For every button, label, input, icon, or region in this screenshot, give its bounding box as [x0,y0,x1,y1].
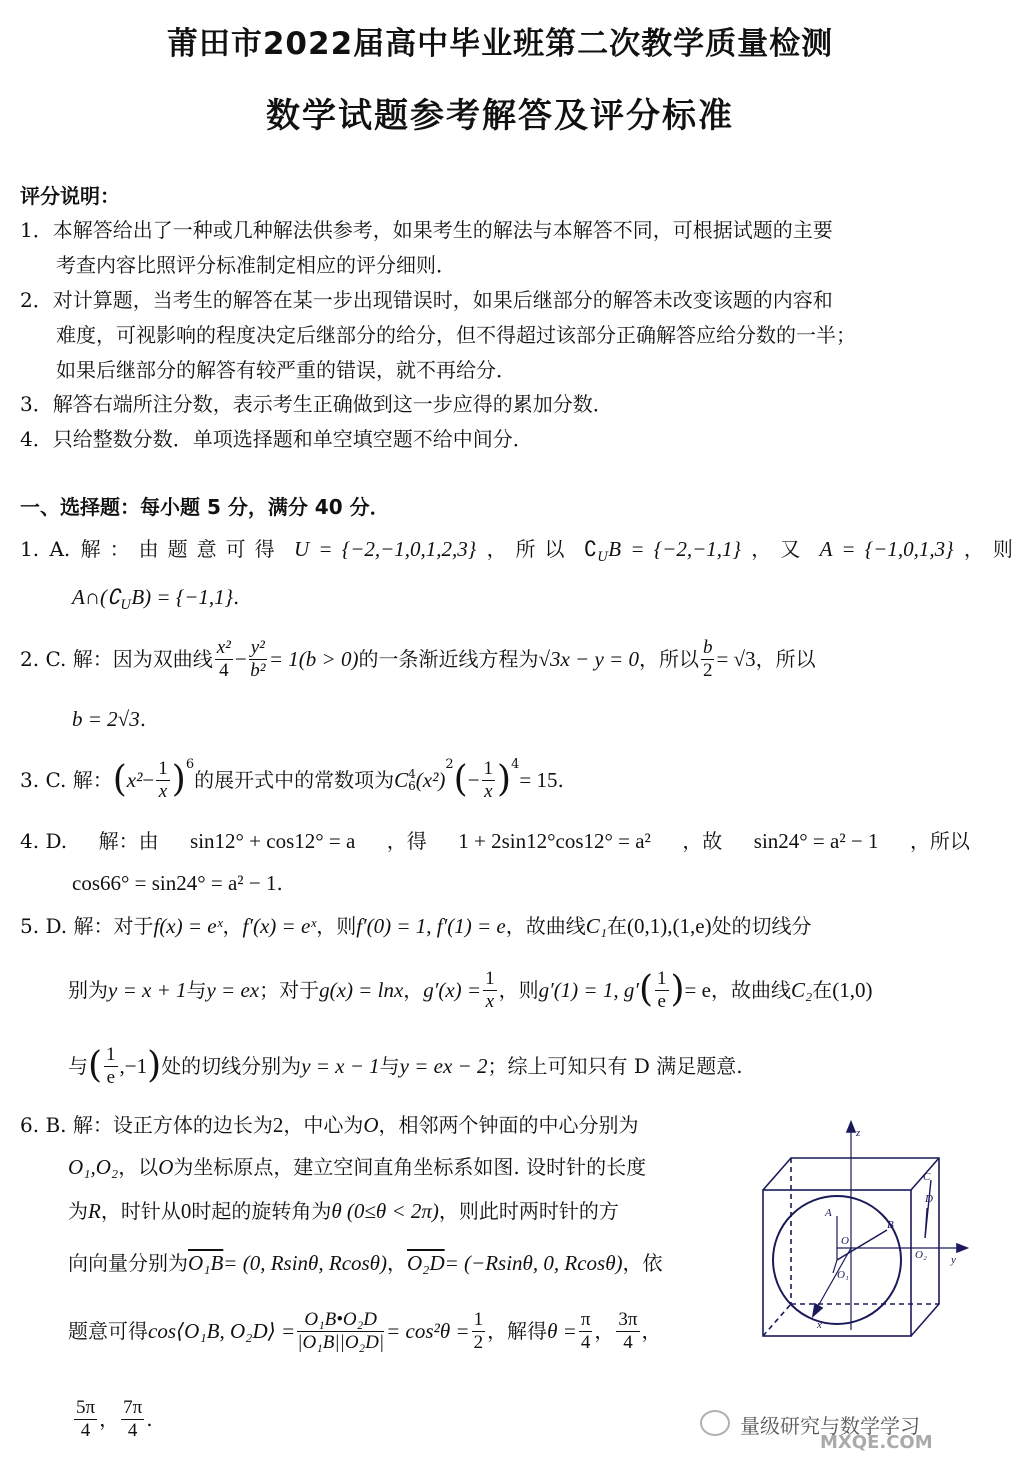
label-b: B [887,1219,894,1231]
watermark-site: MXQE.COM [820,1432,933,1453]
q2-line-2: b = 2√3. [72,707,147,731]
notes-line-5: 如果后继部分的解答有较严重的错误，就不再给分． [56,358,516,382]
q1-line-2: $A\cap(∁_UB) = \{-1,1\}$. [72,585,240,613]
q6-line-5: 题意可得 cos⟨O₁B, O₂D⟩ = $\frac{\text{O₁B•O₂D}}{\text{|O₁B||O₂D|}}$ = cos²θ = $\frac{1}{2}$ ，解得 θ = $\frac{\pi}{4}$ ， $\frac{3\pi}{4}$ ， [68,1308,662,1353]
cube-hidden-edge [763,1304,791,1336]
y-axis-arrow [957,1244,967,1252]
x-axis-arrow [813,1304,822,1316]
notes-line-1: 1．本解答给出了一种或几种解法供参考，如果考生的解法与本解答不同，可根据试题的主要 [20,218,833,242]
q2-line-1: 2. C. 解：因为双曲线 $\frac{\text{x²}}{4}$ − $\frac{\text{y²}}{\text{b²}}$ = 1(b > 0) 的一条渐近线方程为 √3x − y = 0 ，所以 $\frac{b}{2}$ = √3 ，所以 [20,636,816,681]
q3-label: 3. C. [20,768,67,792]
label-z: z [856,1127,861,1139]
label-o2: O₂ [915,1249,927,1261]
notes-line-7: 4．只给整数分数．单项选择题和单空填空题不给中间分． [20,427,533,451]
label-a: A [825,1207,832,1219]
q5-line-3: 与 ( $\frac{1}{e}$ ,−1 ) 处的切线分别为 y = x − 1 与 y = ex − 2 ；综上可知只有 D 满足题意. [68,1043,743,1088]
q4-label: 4. D. [20,829,68,853]
label-o1: O₁ [837,1269,849,1281]
q6-line-3: 为R，时针从0时起的旋转角为θ (0≤θ < 2π)，则此时两时针的方 [68,1199,619,1223]
section-heading: 一、选择题：每小题 5 分，满分 40 分． [20,495,390,519]
label-y: y [951,1254,956,1266]
q1-label: 1. A. [20,537,71,561]
cube-front-face [763,1190,911,1336]
q3-line-1: 3. C. 解： ( x² − $\frac{1}{x}$ ) $^6$ 的展开式中的常数项为 C 4 6 (x²) $^2$ ( − $\frac{1}{x}$ ) $^4$ = 15 . [20,757,564,802]
notes-line-6: 3．解答右端所注分数，表示考生正确做到这一步应得的累加分数． [20,392,613,416]
z-axis-arrow [847,1122,855,1132]
q4-line-2: cos66° = sin24° = a² − 1. [72,871,283,895]
watermark-text: 量级研究与数学学习 [740,1414,920,1438]
q4-line-1: 4. D. 解：由 sin12° + cos12° = a ，得 1 + 2sin12°cos12° = a² ，故 sin24° = a² − 1 ，所以 [20,829,970,853]
cube-clock-figure [755,1118,985,1348]
watermark [700,1398,990,1454]
q6-line-2: O₁,O₂，以O为坐标原点，建立空间直角坐标系如图. 设时针的长度 [68,1155,647,1179]
document-title: 莆田市2022届高中毕业班第二次教学质量检测 [166,26,834,62]
notes-line-2: 考查内容比照评分标准制定相应的评分细则． [56,253,456,277]
q5-label: 5. D. [20,914,68,938]
notes-line-3: 2．对计算题，当考生的解答在某一步出现错误时，如果后继部分的解答未改变该题的内容和 [20,288,833,312]
q6-line-1: 6. B. 解：设正方体的边长为2，中心为O，相邻两个钟面的中心分别为 [20,1113,639,1137]
q1-line-1: 1. A. 解：由题意可得 U = {−2,−1,0,1,2,3} ，所以 $∁_UB = \{-2,-1,1\}$ ，又 A = {−1,0,1,3} ，则 [20,537,1022,565]
label-x: x [817,1319,822,1331]
q6-label: 6. B. [20,1113,67,1137]
q6-line-4: 向向量分别为O₁B= (0, Rsinθ, Rcosθ)，O₂D= (−Rsinθ, 0, Rcosθ)，依 [68,1251,663,1275]
wechat-icon [700,1410,730,1436]
label-c: C [923,1171,931,1183]
q2-label: 2. C. [20,647,67,671]
document-subtitle: 数学试题参考解答及评分标准 [266,96,734,136]
label-o: O [841,1235,849,1247]
q5-line-1: 5. D. 解：对于f(x) = eˣ，f′(x) = eˣ，则f′(0) = 1, f′(1) = e，故曲线C₁在(0,1),(1,e)处的切线分 [20,914,812,938]
q5-line-2: 别为 y = x + 1 与 y = ex ；对于 g(x) = lnx ， g′(x) = $\frac{1}{x}$ ，则 g′(1) = 1, g′ ( $\frac{1}{e}$ ) = e ，故曲线 C₂ 在 (1,0) [68,967,873,1012]
q6-line-6: $\frac{5\pi}{4}$ ， $\frac{7\pi}{4}$ . [76,1396,153,1441]
notes-line-4: 难度，可视影响的程度决定后继部分的给分，但不得超过该部分正确解答应给分数的一半； [56,323,856,347]
notes-heading: 评分说明： [20,184,120,208]
label-d: D [925,1193,933,1205]
